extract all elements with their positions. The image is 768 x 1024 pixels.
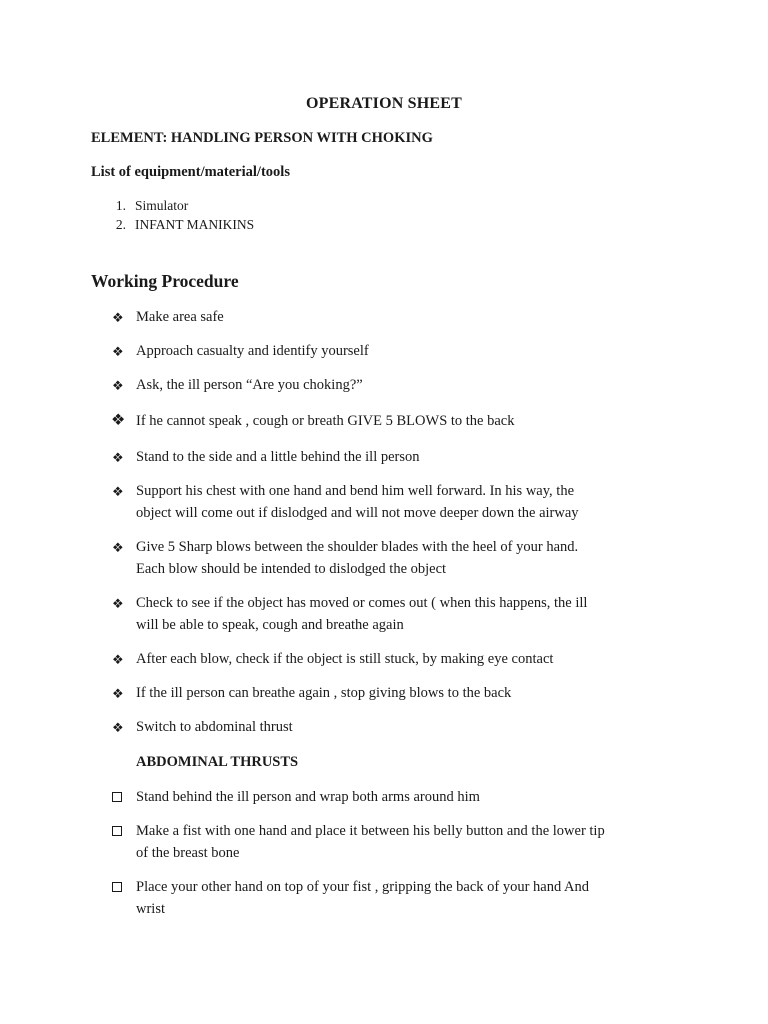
diamond-bullet-icon: ❖: [112, 484, 124, 499]
diamond-bullet-icon: ❖: [112, 540, 124, 555]
abdominal-heading: ABDOMINAL THRUSTS: [136, 754, 299, 770]
equipment-item-number: 1.: [115, 198, 126, 213]
abdominal-step-text: Stand behind the ill person and wrap both arms around him: [136, 789, 480, 805]
procedure-step-text: If the ill person can breathe again , stop giving blows to the back: [136, 685, 512, 701]
procedure-step-text: Approach casualty and identify yourself: [136, 343, 369, 359]
diamond-bullet-icon: ❖: [112, 310, 124, 325]
procedure-step-text: Ask, the ill person “Are you choking?”: [136, 377, 363, 393]
procedure-step-text: Stand to the side and a little behind the ill person: [136, 449, 420, 465]
diamond-bullet-icon: ❖: [112, 596, 124, 611]
abdominal-step-text: Place your other hand on top of your fist , gripping the back of your hand And: [136, 879, 590, 895]
procedure-step-text: Support his chest with one hand and bend him well forward. In his way, the: [136, 483, 575, 499]
abdominal-step-text: Make a fist with one hand and place it between his belly button and the lower tip: [136, 823, 605, 839]
equipment-item: [104, 198, 188, 214]
procedure-step-text: Check to see if the object has moved or comes out ( when this happens, the ill: [136, 595, 588, 611]
diamond-bullet-icon: ❖: [112, 686, 124, 701]
procedure-step-text: After each blow, check if the object is still stuck, by making eye contact: [136, 651, 554, 667]
diamond-bullet-icon: ❖: [112, 344, 124, 359]
abdominal-step-text: wrist: [136, 901, 165, 917]
abdominal-step-text: of the breast bone: [136, 845, 240, 861]
checkbox-bullet-icon: [112, 882, 122, 892]
equipment-heading: List of equipment/material/tools: [91, 164, 290, 180]
procedure-heading: Working Procedure: [91, 271, 239, 291]
equipment-item-label: INFANT MANIKINS: [135, 217, 255, 232]
procedure-step-text: Each blow should be intended to dislodged the object: [136, 561, 447, 577]
diamond-bullet-icon: ❖: [111, 412, 126, 429]
diamond-bullet-icon: ❖: [112, 450, 124, 465]
procedure-step-text: Make area safe: [136, 309, 224, 325]
procedure-step-text: Give 5 Sharp blows between the shoulder blades with the heel of your hand.: [136, 539, 579, 555]
procedure-step-text: If he cannot speak , cough or breath GIVE 5 BLOWS to the back: [136, 413, 515, 429]
checkbox-bullet-icon: [112, 792, 122, 802]
diamond-bullet-icon: ❖: [112, 378, 124, 393]
equipment-item: [104, 217, 254, 233]
diamond-bullet-icon: ❖: [112, 720, 124, 735]
checkbox-bullet-icon: [112, 826, 122, 836]
equipment-item-number: 2.: [115, 217, 126, 232]
diamond-bullet-icon: ❖: [112, 652, 124, 667]
procedure-step-text: Switch to abdominal thrust: [136, 719, 293, 735]
page-title: OPERATION SHEET: [305, 95, 463, 112]
element-heading: ELEMENT: HANDLING PERSON WITH CHOKING: [91, 130, 433, 146]
procedure-step-text: object will come out if dislodged and will not move deeper down the airway: [136, 505, 579, 521]
equipment-item-label: Simulator: [135, 198, 189, 213]
procedure-step-text: will be able to speak, cough and breathe again: [136, 617, 404, 633]
